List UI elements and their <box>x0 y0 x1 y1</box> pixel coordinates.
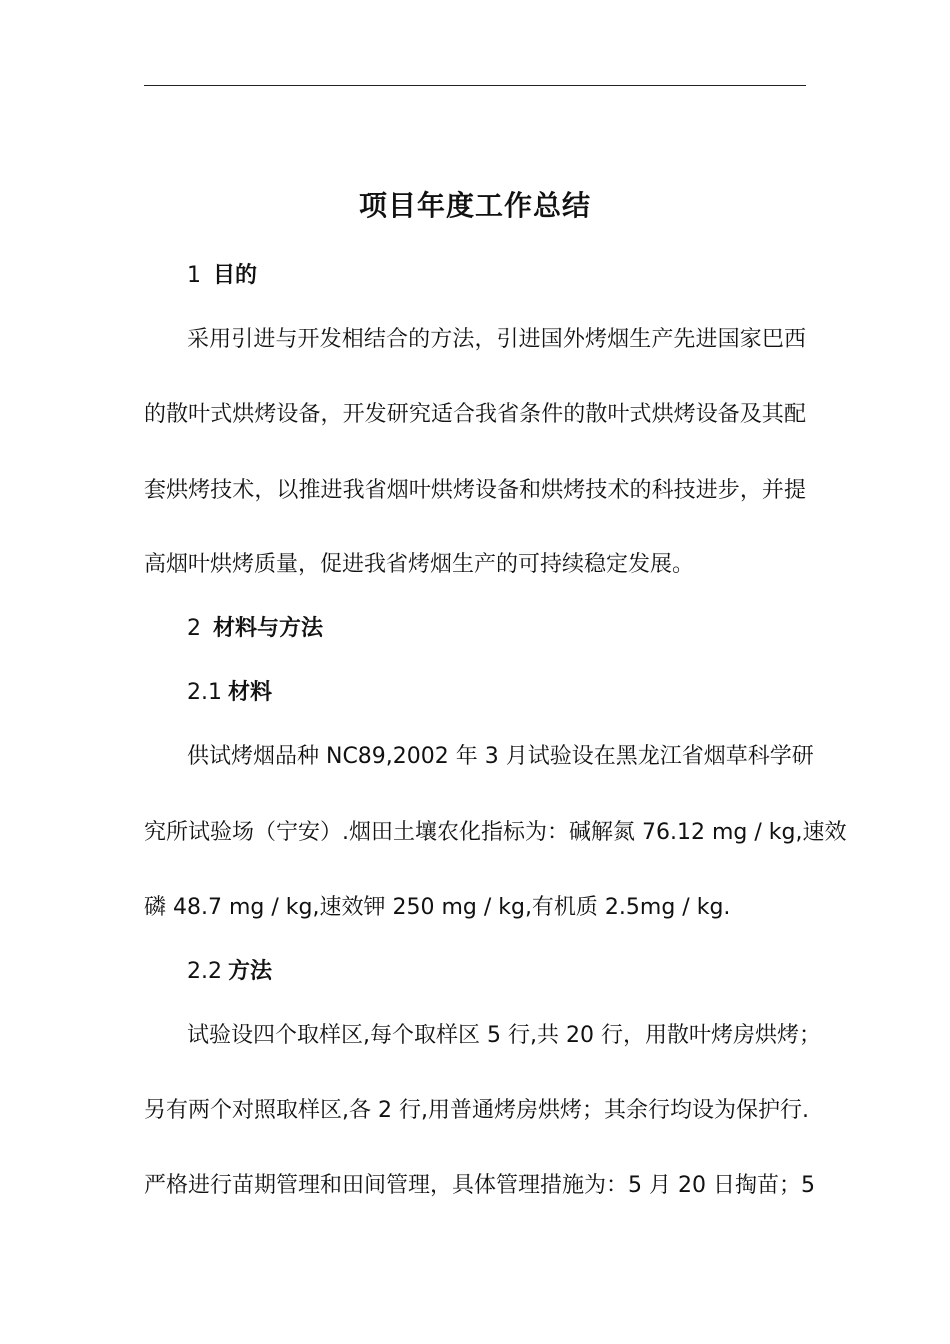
section-title: 材料与方法 <box>213 616 324 641</box>
paragraph-line: 高烟叶烘烤质量，促进我省烤烟生产的可持续稳定发展。 <box>144 552 695 577</box>
paragraph-line: 另有两个对照取样区,各 2 行,用普通烤房烘烤；其余行均设为保护行. <box>144 1098 809 1123</box>
paragraph-line: 采用引进与开发相结合的方法，引进国外烤烟生产先进国家巴西 <box>187 327 806 352</box>
section-number: 1 <box>187 263 201 288</box>
paragraph-line: 严格进行苗期管理和田间管理，具体管理措施为：5 月 20 日掏苗；5 <box>144 1173 815 1198</box>
section-heading-1 <box>187 261 257 291</box>
header-rule <box>144 85 806 86</box>
section-heading-2-2 <box>187 957 272 987</box>
section-number: 2.1 <box>187 680 222 705</box>
document-title: 项目年度工作总结 <box>358 189 591 222</box>
section-title: 方法 <box>228 959 273 984</box>
paragraph-line: 套烘烤技术，以推进我省烟叶烘烤设备和烘烤技术的科技进步，并提 <box>144 478 806 503</box>
paragraph-line: 究所试验场（宁安）.烟田土壤农化指标为：碱解氮 76.12 mg / kg,速效 <box>144 820 847 845</box>
section-number: 2.2 <box>187 959 222 984</box>
section-number: 2 <box>187 616 201 641</box>
section-title: 材料 <box>228 680 273 705</box>
paragraph-line: 的散叶式烘烤设备，开发研究适合我省条件的散叶式烘烤设备及其配 <box>144 402 806 427</box>
section-title: 目的 <box>213 263 258 288</box>
section-heading-2-1 <box>187 678 272 708</box>
paragraph-line: 供试烤烟品种 NC89,2002 年 3 月试验设在黑龙江省烟草科学研 <box>187 744 814 769</box>
paragraph-line: 试验设四个取样区,每个取样区 5 行,共 20 行，用散叶烤房烘烤； <box>187 1023 821 1048</box>
section-heading-2 <box>187 614 323 644</box>
paragraph-line: 磷 48.7 mg / kg,速效钾 250 mg / kg,有机质 2.5mg / kg. <box>144 895 731 920</box>
